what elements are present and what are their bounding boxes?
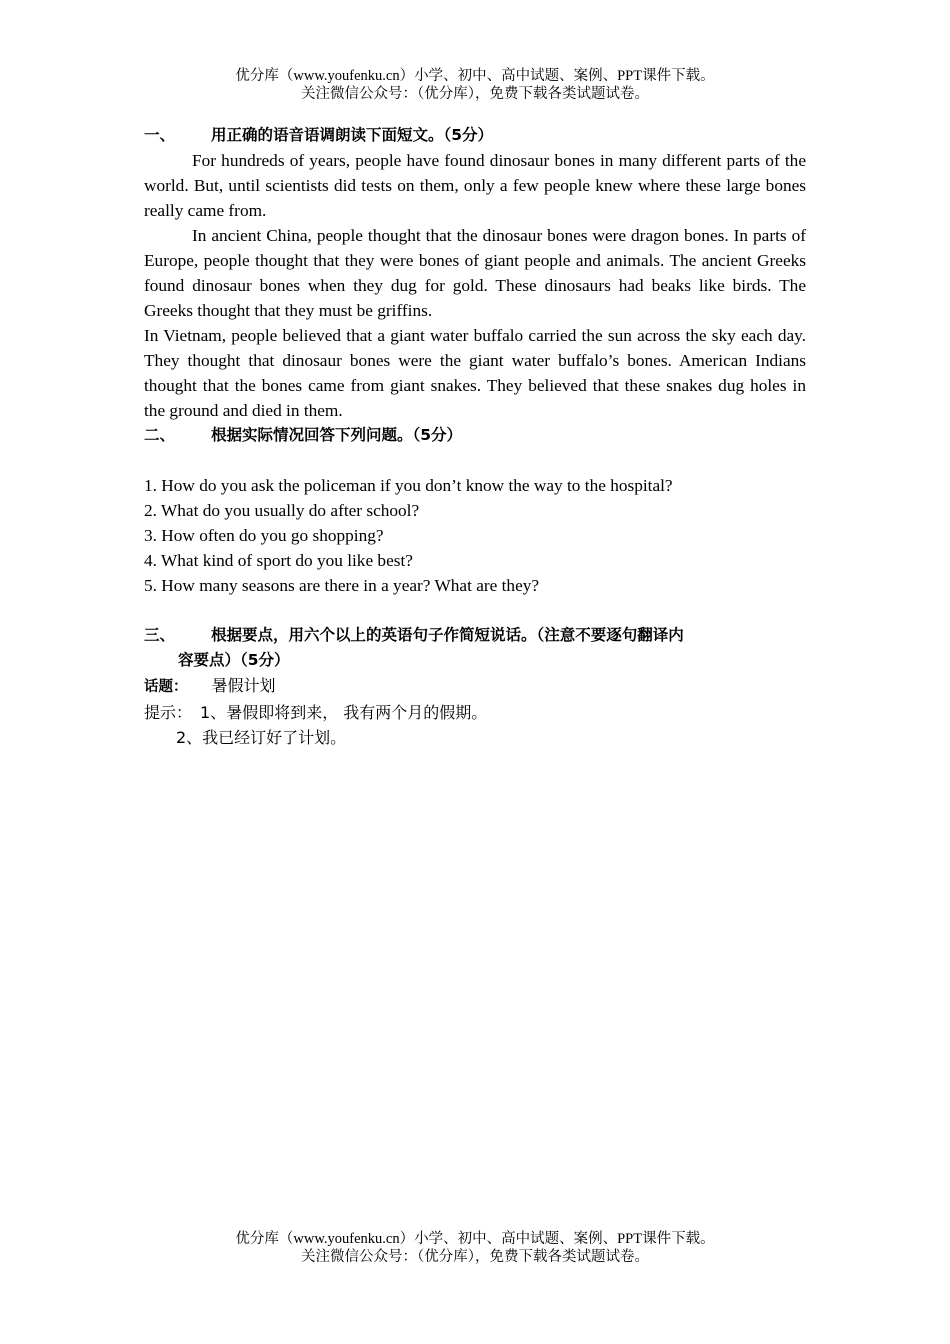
footer-line-2: 关注微信公众号：（优分库），免费下载各类试题试卷。: [301, 1249, 649, 1265]
question-item: 5. How many seasons are there in a year? What are they?: [144, 576, 540, 595]
section-3-heading: [144, 623, 806, 673]
section-1-number: 一、: [144, 126, 176, 144]
question-item: 1. How do you ask the policeman if you don’t know the way to the hospital?: [144, 476, 673, 495]
section-3-title-line-1: 根据要点，用六个以上的英语句子作简短说话。（注意不要逐句翻译内: [211, 626, 684, 644]
footer-line-1: 优分库（www.youfenku.cn）小学、初中、高中试题、案例、PPT课件下载。: [235, 1231, 715, 1247]
hint-item-2: 2、我已经订好了计划。: [176, 728, 347, 747]
section-2-number: 二、: [144, 426, 176, 444]
section-3-title-line-2: 容要点）（5分）: [178, 651, 290, 669]
question-item: 2. What do you usually do after school?: [144, 501, 420, 520]
question-list: [144, 473, 806, 598]
section-2-heading: [144, 423, 806, 448]
question-item: 3. How often do you go shopping?: [144, 526, 384, 545]
hint-item-1: 1、暑假即将到来， 我有两个月的假期。: [200, 703, 488, 722]
section-2-title: 根据实际情况回答下列问题。（5分）: [211, 426, 463, 444]
passage-paragraph-3: In Vietnam, people believed that a giant water buffalo carried the sun across the sky each day. They thought that dinosaur bones were the giant water buffalo’s bones. American Indians thought that the bones came from giant snakes. They believed that these snakes dug holes in the ground and died in them.: [144, 326, 806, 420]
section-1-heading: [144, 123, 806, 148]
spacer: [144, 598, 806, 623]
passage-paragraph-2: In ancient China, people thought that the dinosaur bones were dragon bones. In parts of Europe, people thought that they were bones of giant people and animals. The ancient Greeks found dinosaur bones when they dug for gold. These dinosaurs had beaks like birds. The Greeks thought that they must be griffins.: [144, 226, 806, 320]
topic-label: 话题：: [144, 679, 188, 695]
hint-label: 提示：: [144, 703, 193, 722]
header-line-2: 关注微信公众号：（优分库），免费下载各类试题试卷。: [301, 86, 649, 102]
question-item: 4. What kind of sport do you like best?: [144, 551, 413, 570]
topic-row: [144, 673, 806, 700]
section-1-title: 用正确的语音语调朗读下面短文。（5分）: [211, 126, 494, 144]
section-3-number: 三、: [144, 626, 176, 644]
page-header: [0, 67, 950, 103]
hint-row: [144, 700, 806, 725]
topic-value: 暑假计划: [211, 676, 276, 695]
page-footer: [0, 1230, 950, 1266]
header-line-1: 优分库（www.youfenku.cn）小学、初中、高中试题、案例、PPT课件下载。: [235, 68, 715, 84]
spacer: [144, 448, 806, 473]
passage-paragraph-1: For hundreds of years, people have found dinosaur bones in many different parts of the world. But, until scientists did tests on them, only a few people knew where these large bones really came from.: [144, 151, 806, 220]
document-body: [144, 123, 806, 750]
